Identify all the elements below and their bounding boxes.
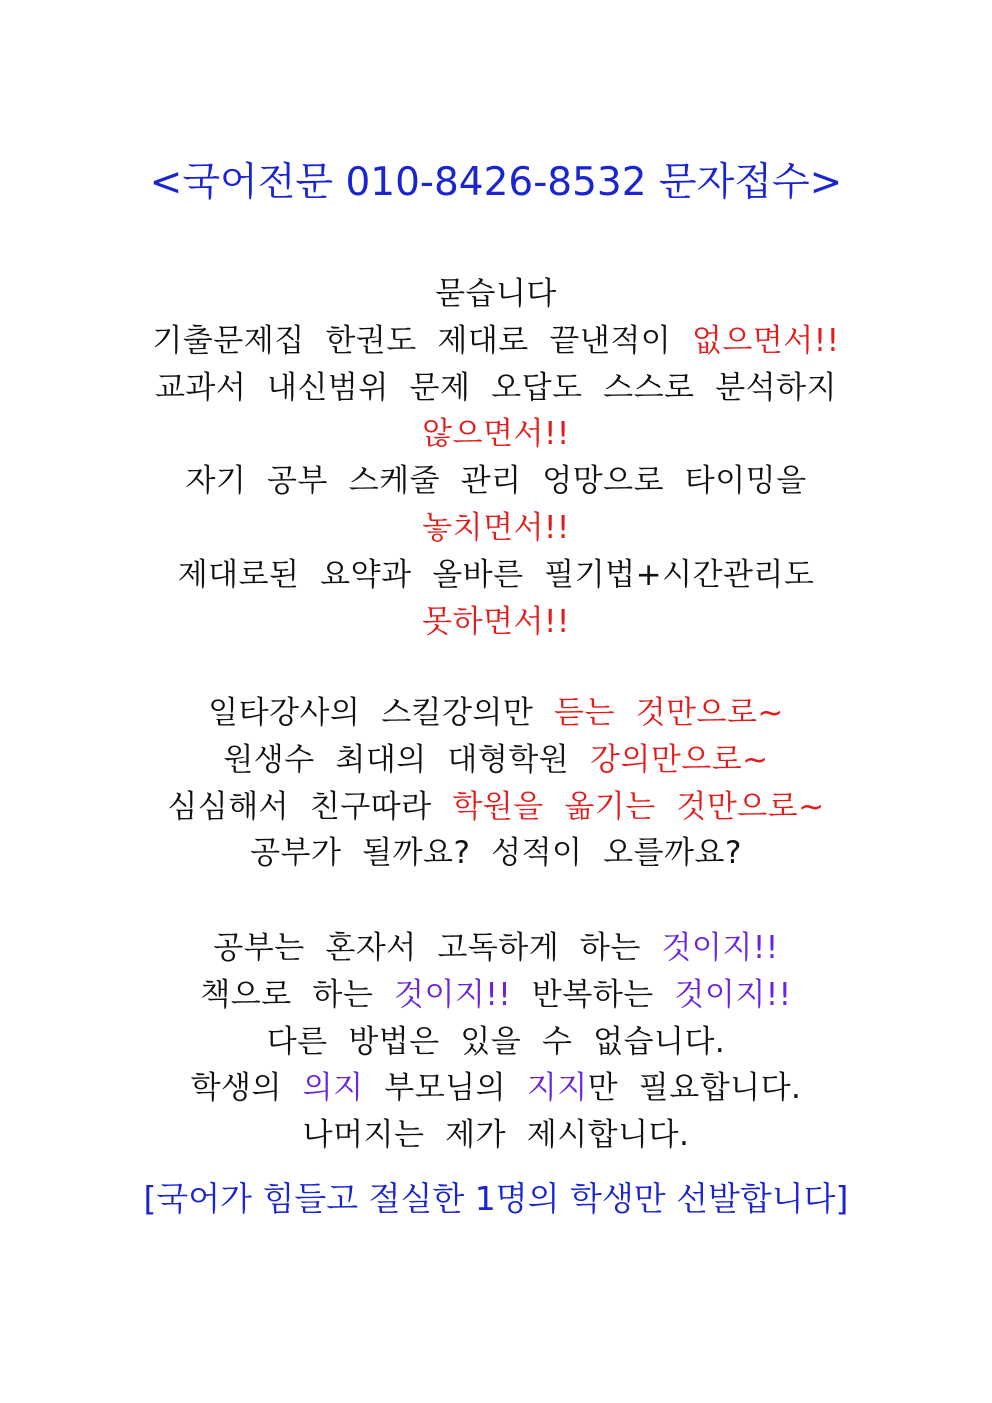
text-line: [0, 1065, 992, 1112]
text-segment: 책으로 하는: [200, 976, 395, 1013]
text-line: [0, 1019, 992, 1066]
text-line: [0, 458, 992, 505]
text-line: [0, 552, 992, 599]
text-segment: 심심해서 친구따라: [167, 788, 453, 825]
page-title: <국어전문 010-8426-8532 문자접수>: [149, 160, 843, 205]
text-line: [0, 599, 992, 646]
text-line: [0, 1112, 992, 1159]
text-line: [0, 690, 992, 737]
text-line: [0, 411, 992, 458]
highlight-segment: 의지: [302, 1070, 364, 1107]
text-segment: 원생수 최대의 대형학원: [223, 741, 590, 778]
text-line: [0, 318, 992, 365]
highlight-segment: 듣는 것만으로~: [554, 695, 784, 731]
highlight-segment: 것이지!!: [661, 930, 779, 966]
text-line: [0, 271, 992, 318]
text-segment: 기출문제집 한권도 제대로 끝낸적이: [152, 322, 692, 359]
highlight-segment: 강의만으로~: [589, 741, 769, 778]
text-segment: 교과서 내신범위 문제 오답도 스스로 분석하지: [154, 369, 837, 406]
highlight-segment: 학원을 옮기는 것만으로~: [452, 788, 825, 825]
text-segment: 제대로된 요약과 올바른 필기법+시간관리도: [177, 556, 815, 593]
text-line: [0, 972, 992, 1019]
text-segment: 학생의: [190, 1070, 303, 1107]
text-segment: 부모님의: [363, 1070, 527, 1107]
text-segment: 일타강사의 스킬강의만: [208, 695, 555, 731]
highlight-segment: 놓치면서!!: [422, 509, 570, 546]
text-line: [0, 925, 992, 972]
highlight-segment: 못하면서!!: [422, 603, 570, 640]
lecture-block: [0, 690, 992, 877]
text-segment: 묻습니다: [435, 276, 557, 312]
highlight-segment: 않으면서!!: [422, 416, 570, 453]
text-line: [0, 505, 992, 552]
text-segment: 다른 방법은 있을 수 없습니다.: [266, 1023, 726, 1060]
study-method-block: [0, 925, 992, 1159]
highlight-segment: 없으면서!!: [691, 322, 840, 359]
text-segment: 공부는 혼자서 고독하게 하는: [213, 930, 662, 966]
highlight-segment: 것이지!!: [674, 976, 792, 1013]
question-block: [0, 271, 992, 645]
text-segment: 반복하는: [511, 976, 675, 1013]
highlight-segment: 지지: [526, 1070, 588, 1107]
text-segment: 공부가 될까요? 성적이 오를까요?: [250, 835, 742, 872]
text-line: [0, 784, 992, 831]
text-line: [0, 830, 992, 877]
text-line: [0, 365, 992, 412]
text-segment: 나머지는 제가 제시합니다.: [302, 1117, 690, 1154]
text-segment: 만 필요합니다.: [587, 1070, 802, 1107]
recruitment-banner: [국어가 힘들고 절실한 1명의 학생만 선발합니다]: [143, 1179, 849, 1218]
highlight-segment: 것이지!!: [394, 976, 512, 1013]
text-segment: 자기 공부 스케줄 관리 엉망으로 타이밍을: [185, 463, 807, 500]
text-line: [0, 737, 992, 784]
